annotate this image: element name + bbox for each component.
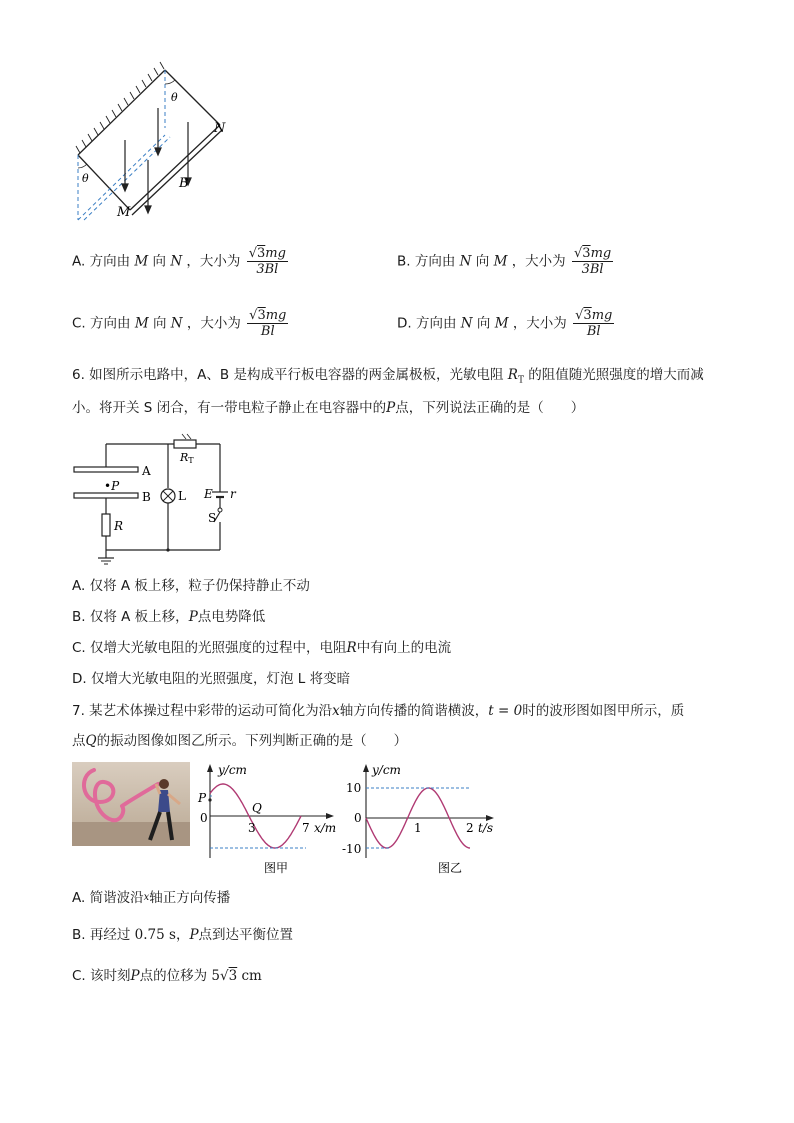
label-n: N: [214, 121, 226, 136]
yi-ylabel: y/cm: [372, 763, 401, 777]
vibration-graph-yi: [340, 760, 510, 878]
q6-stem-line1: 6. 如图所示电路中，A、B 是构成平行板电容器的两金属极板，光敏电阻 $R_T$ 的阻值随光照强度的增大而减: [72, 367, 704, 386]
yi-zero-label: 0: [354, 811, 362, 825]
jia-q-label: Q: [252, 801, 262, 815]
internal-r-label: r: [230, 487, 236, 501]
q5-option-b[interactable]: B. 方向由 N 向 M ，大小为 $\frac{√3mg}{3Bl}$: [397, 246, 612, 277]
gymnast-photo: [72, 762, 190, 846]
q7-option-b[interactable]: B. 再经过 0.75 s，P点到达平衡位置: [72, 927, 294, 943]
fraction: $\frac{√3mg}{3Bl}$: [573, 246, 612, 277]
fraction: $\frac{√3mg}{3Bl}$: [248, 246, 286, 277]
jia-caption: 图甲: [264, 861, 289, 875]
q6-option-c[interactable]: C. 仅增大光敏电阻的光照强度的过程中，电阻R中有向上的电流: [72, 640, 452, 656]
wave-graph-jia: [196, 760, 346, 878]
yi-tick-1: 1: [414, 821, 422, 835]
q6-option-a[interactable]: A. 仅将 A 板上移，粒子仍保持静止不动: [72, 578, 310, 594]
fraction: $\frac{√3mg}{Bl}$: [575, 308, 613, 339]
theta-left-label: θ: [82, 172, 89, 185]
point-p-label: •P: [104, 479, 120, 493]
resistor-r-label: R: [114, 519, 124, 533]
q5-option-c[interactable]: C. 方向由 M 向 N ，大小为 $\frac{√3mg}{Bl}$: [72, 308, 287, 339]
q6-circuit-figure: [70, 430, 250, 570]
jia-xlabel: x/m: [314, 821, 337, 835]
yi-tick-2: 2: [466, 821, 474, 835]
jia-tick-7: 7: [302, 821, 310, 835]
q7-option-c[interactable]: C. 该时刻P点的位移为 5√3 cm: [72, 968, 262, 984]
jia-zero-label: 0: [200, 811, 208, 825]
q6-stem-line2: 小。将开关 S 闭合，有一带电粒子静止在电容器中的P点，下列说法正确的是（ ）: [72, 400, 585, 416]
q5-option-a[interactable]: A. 方向由 M 向 N ，大小为 $\frac{√3mg}{3Bl}$: [72, 246, 286, 277]
fraction: $\frac{√3mg}{Bl}$: [249, 308, 287, 339]
theta-top-label: θ: [171, 91, 178, 104]
label-b: B: [179, 176, 189, 191]
jia-ylabel: y/cm: [218, 763, 247, 777]
q6-option-d[interactable]: D. 仅增大光敏电阻的光照强度，灯泡 L 将变暗: [72, 671, 351, 687]
plate-a-label: A: [142, 464, 151, 478]
yi-caption: 图乙: [438, 861, 463, 875]
jia-p-label: P: [198, 791, 207, 805]
q7-option-a[interactable]: A. 简谐波沿$^x$轴正方向传播: [72, 890, 231, 906]
q7-stem-line2: 点Q的振动图像如图乙所示。下列判断正确的是（ ）: [72, 733, 408, 749]
yi-tick-10: 10: [346, 781, 362, 795]
q7-stem-line1: 7. 某艺术体操过程中彩带的运动可简化为沿x轴方向传播的简谐横波，t = 0时的波形图如图甲所示，质: [72, 703, 685, 719]
plate-b-label: B: [142, 490, 151, 504]
q6-option-b[interactable]: B. 仅将 A 板上移，P点电势降低: [72, 609, 266, 625]
q5-figure: [70, 60, 240, 230]
rt-label: RT: [180, 451, 194, 465]
q5-option-d[interactable]: D. 方向由 N 向 M ，大小为 $\frac{√3mg}{Bl}$: [397, 308, 613, 339]
jia-tick-3: 3: [248, 821, 256, 835]
yi-xlabel: t/s: [478, 821, 494, 835]
label-m: M: [117, 205, 131, 220]
lamp-label: L: [178, 489, 186, 503]
yi-tick-neg10: -10: [342, 842, 362, 856]
switch-label: S: [208, 511, 217, 525]
emf-label: E: [204, 487, 213, 501]
